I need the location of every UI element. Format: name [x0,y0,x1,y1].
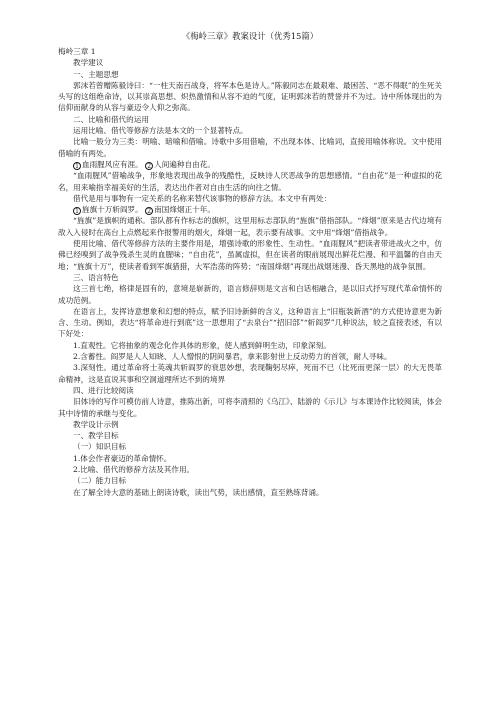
paragraph: 郭沫若曾赠陈毅诗曰：“一柱天南百战身，将军本色是诗人。”陈毅同志在最艰难、最困苦、“恶不得眠”的生死关头写的这组绝命诗，以其崇高思想、炽热激情和从容不迫的气度，证明郭沫若的赞誉并不为过。诗中所体现出的为信仰而献身的从容与豪迈令人仰之弥高。 [58,80,442,113]
subsection-heading: （一）知识目标 [73,442,127,452]
circled-number-1-icon: 1 [73,207,81,215]
paragraph: “血雨腥风”借喻战争，形象地表现出战争的残酷性，反映诗人厌恶战争的思想感情。“自由花”是一种虚拟的花名，用来喻指幸福美好的生活，表达出作者对自由生活的向往之情。 [58,171,442,192]
list-item: 2.比喻、借代的修辞方法及其作用。 [73,464,195,474]
list-item: 2.含蓄性。阎罗是人人知晓、人人憎恨的阴间暴君，拿来影射世上反动势力的首领，耐人寻味。 [73,352,392,362]
circled-number-2-icon: 2 [145,162,153,170]
example-text: 人间遍种自由花。 [154,159,215,169]
section-heading: 一、教学目标 [73,431,119,441]
paragraph: 这三首七绝，格律是固有的，意境是崭新的，语言修辞则是文言和白话相融合，是以旧式抒写现代革命情怀的成功范例。 [58,284,442,305]
paragraph: 运用比喻、借代等修辞方法是本文的一个显著特点。 [73,126,248,136]
section-heading: 教学设计示例 [73,419,119,429]
section-heading: 四、进行比较阅读 [73,385,134,395]
section-heading: 教学建议 [73,58,104,68]
example-line [58,159,442,170]
circled-number-2-icon: 2 [145,207,153,215]
paragraph: 旧体诗的写作可模仿前人诗意，推陈出新，可将李清照的《乌江》、陆游的《示儿》与本课诗作比较阅读，体会其中诗情的承继与变化。 [58,397,442,418]
paragraph: 比喻一般分为三类：明喻、暗喻和借喻。诗歌中多用借喻，不出现本体、比喻词，直接用喻体称说。文中使用借喻的有两处。 [58,137,442,158]
section-heading: 三、语言特色 [73,272,119,282]
example-text: 血雨腥风应有涯。 [82,159,143,169]
example-line [58,204,442,215]
section-heading: 二、比喻和借代的运用 [73,114,149,124]
subtitle: 梅岭三章 1 [58,47,96,56]
paragraph: “旌旗”是旗帜的通称。部队都有作标志的旗帜，这里用标志部队的“旌旗”借指部队。“烽烟”原来是古代边境有敌入入侵时在高台上点燃起来作报警用的烟火，烽烟一起，表示要有战事。文中用“烽烟”借指战争。 [58,216,442,237]
list-item: 1.直观性。它将抽象的观念化作具体的形象，使人感到鲜明生动，印象深刻。 [73,340,331,350]
example-text: 旌旗十万斩阎罗。 [82,205,143,215]
document-title: 《梅岭三章》教案设计（优秀15篇） [181,31,319,41]
section-heading: 一、主题思想 [73,69,119,79]
paragraph: 在了解全诗大意的基础上朗读诗歌，读出气势，读出感情，直至熟练背诵。 [73,487,324,497]
paragraph: 在语言上，发挥诗意想象和幻想的特点，赋予旧诗新鲜的含义，这种语言上“旧瓶装新酒”的方式使诗意更为新含、生动。例如，表达“将革命进行到底”这一思想用了“去泉台”“招旧部”“斩阎罗”几种说法，较之直接表述，有以下好处： [58,306,442,339]
example-text: 南国烽烟正十年。 [154,205,215,215]
list-item: 1.体会作者豪迈的革命情怀。 [73,453,172,463]
paragraph: 借代是用与事物有一定关系的名称来替代该事物的修辞方法。本文中有两处： [73,193,332,203]
list-item: 3.深刻性。通过革命将士英魂共斩阎罗的衰思妙想，表现鞠躬尽瘁，死而不已（比死而更深一层）的大无畏革命精神，这是直说其事和空洞道理所达不到的境界 [58,363,442,384]
subsection-heading: （二）能力目标 [73,476,127,486]
circled-number-1-icon: 1 [73,162,81,170]
paragraph: 使用比喻、借代等修辞方法的主要作用是，增强诗歌的形象性、生动性。“血雨腥风”把读者带进战火之中，仿佛已经嗅到了战争残杀生灵的血腥味；“自由花”，虽属虚拟，但在读者的眼前展现出鲜花烂漫、和平温馨的自由天地；“旌旗十万”，使读者看到军旗猎猎，大军浩荡的阵势；“南国烽烟”再现出战烟迷漫、昏天黑地的战争氛围。 [58,239,442,271]
